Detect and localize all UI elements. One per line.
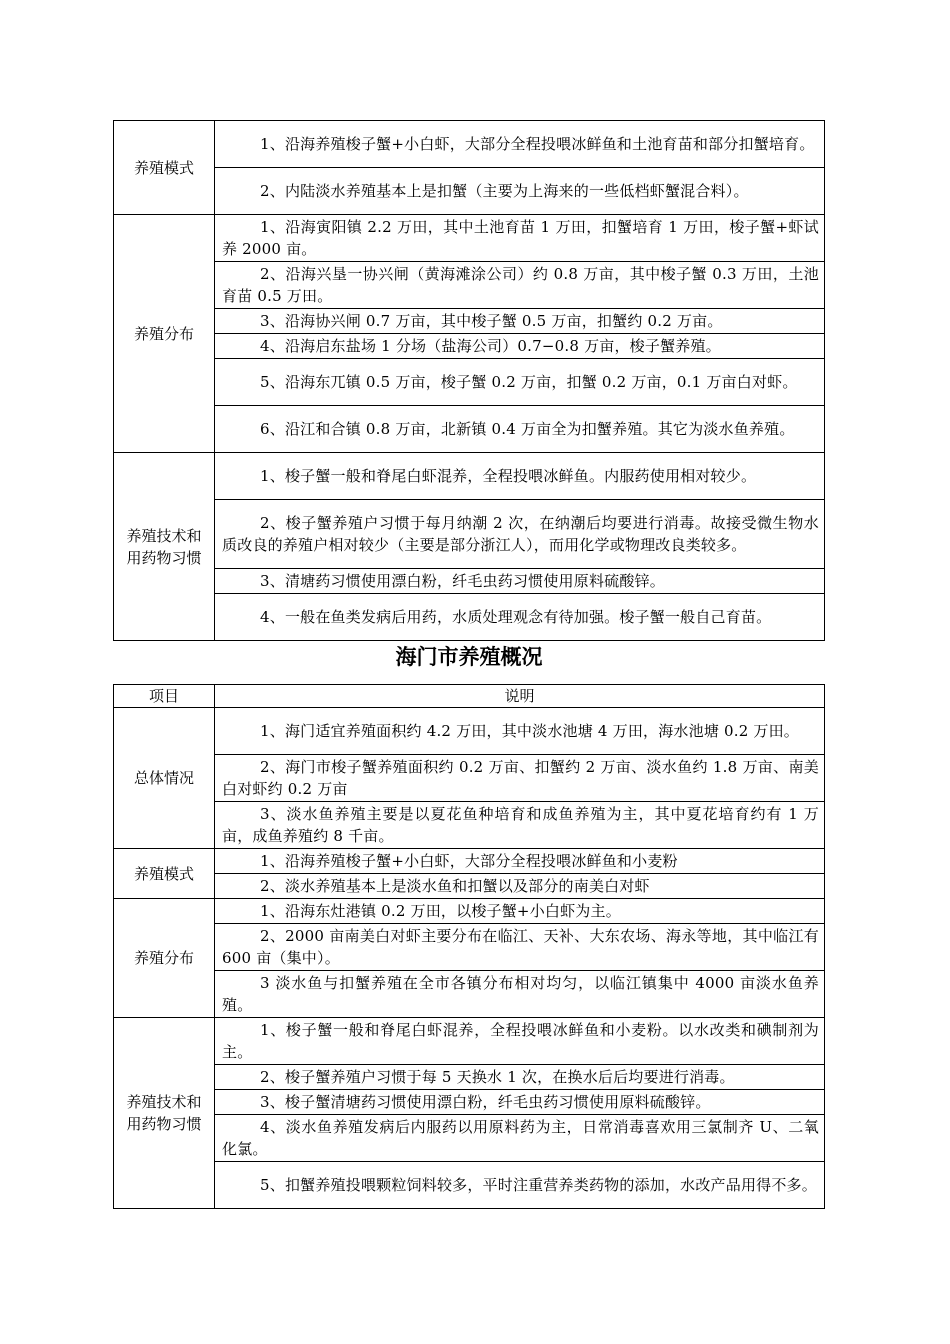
table-row [114, 168, 825, 215]
row-label-techniques-and-drug-habits: 养殖技术和用药物习惯 [114, 453, 215, 641]
table-row [114, 569, 825, 594]
table-row [114, 708, 825, 755]
table-row [114, 755, 825, 802]
table-row [114, 899, 825, 924]
table-cell: 2、海门市梭子蟹养殖面积约 0.2 万亩、扣蟹约 2 万亩、淡水鱼约 1.8 万亩、南美白对虾约 0.2 万亩 [215, 755, 825, 802]
table-cell: 2、淡水养殖基本上是淡水鱼和扣蟹以及部分的南美白对虾 [215, 874, 825, 899]
table-row [114, 406, 825, 453]
table-row [114, 874, 825, 899]
table-row [114, 121, 825, 168]
table-row [114, 1162, 825, 1209]
table-cell: 6、沿江和合镇 0.8 万亩，北新镇 0.4 万亩全为扣蟹养殖。其它为淡水鱼养殖。 [215, 406, 825, 453]
table-row [114, 802, 825, 849]
table-cell: 2、梭子蟹养殖户习惯于每月纳潮 2 次，在纳潮后均要进行消毒。故接受微生物水质改良的养殖户相对较少（主要是部分浙江人），而用化学或物理改良类较多。 [215, 500, 825, 569]
table-header-row [114, 685, 825, 708]
table-row [114, 594, 825, 641]
table-row [114, 262, 825, 309]
table-cell: 5、沿海东兀镇 0.5 万亩，梭子蟹 0.2 万亩，扣蟹 0.2 万亩，0.1 万亩白对虾。 [215, 359, 825, 406]
table-row [114, 359, 825, 406]
row-label-overview: 总体情况 [114, 708, 215, 849]
table-row [114, 453, 825, 500]
haimen-aquaculture-table [113, 684, 825, 1209]
table-cell: 2、沿海兴垦一协兴闸（黄海滩涂公司）约 0.8 万亩，其中梭子蟹 0.3 万田，土池育苗 0.5 万田。 [215, 262, 825, 309]
table-cell: 1、沿海寅阳镇 2.2 万田，其中土池育苗 1 万田，扣蟹培育 1 万田，梭子蟹+虾试养 2000 亩。 [215, 215, 825, 262]
table-cell: 4、淡水鱼养殖发病后内服药以用原料药为主，日常消毒喜欢用三氯制齐 U、二氧化氯。 [215, 1115, 825, 1162]
table-row [114, 215, 825, 262]
table-row [114, 971, 825, 1018]
section-title: 海门市养殖概况 [395, 645, 543, 669]
table-cell: 4、一般在鱼类发病后用药，水质处理观念有待加强。梭子蟹一般自己育苗。 [215, 594, 825, 641]
table-row [114, 334, 825, 359]
qidong-aquaculture-table [113, 120, 825, 641]
table-cell: 3 淡水鱼与扣蟹养殖在全市各镇分布相对均匀，以临江镇集中 4000 亩淡水鱼养殖。 [215, 971, 825, 1018]
row-label-farming-distribution: 养殖分布 [114, 899, 215, 1018]
table-cell: 2、内陆淡水养殖基本上是扣蟹（主要为上海来的一些低档虾蟹混合料）。 [215, 168, 825, 215]
table-row [114, 924, 825, 971]
table-row [114, 1115, 825, 1162]
table-cell: 1、沿海养殖梭子蟹+小白虾，大部分全程投喂冰鲜鱼和小麦粉 [215, 849, 825, 874]
table-cell: 4、沿海启东盐场 1 分场（盐海公司）0.7−0.8 万亩，梭子蟹养殖。 [215, 334, 825, 359]
table-cell: 5、扣蟹养殖投喂颗粒饲料较多，平时注重营养类药物的添加，水改产品用得不多。 [215, 1162, 825, 1209]
table-cell: 1、梭子蟹一般和脊尾白虾混养，全程投喂冰鲜鱼和小麦粉。以水改类和碘制剂为主。 [215, 1018, 825, 1065]
header-description: 说明 [215, 685, 825, 708]
header-item: 项目 [114, 685, 215, 708]
row-label-techniques-and-drug-habits: 养殖技术和用药物习惯 [114, 1018, 215, 1209]
row-label-farming-mode: 养殖模式 [114, 121, 215, 215]
table-cell: 3、淡水鱼养殖主要是以夏花鱼种培育和成鱼养殖为主，其中夏花培育约有 1 万亩，成鱼养殖约 8 千亩。 [215, 802, 825, 849]
row-label-farming-mode: 养殖模式 [114, 849, 215, 899]
row-label-farming-distribution: 养殖分布 [114, 215, 215, 453]
table-row [114, 1018, 825, 1065]
table-cell: 1、沿海东灶港镇 0.2 万田，以梭子蟹+小白虾为主。 [215, 899, 825, 924]
table-cell: 3、梭子蟹清塘药习惯使用漂白粉，纤毛虫药习惯使用原料硫酸锌。 [215, 1090, 825, 1115]
table-cell: 2、梭子蟹养殖户习惯于每 5 天换水 1 次，在换水后后均要进行消毒。 [215, 1065, 825, 1090]
table-row [114, 309, 825, 334]
table-cell: 3、清塘药习惯使用漂白粉，纤毛虫药习惯使用原料硫酸锌。 [215, 569, 825, 594]
table-cell: 1、梭子蟹一般和脊尾白虾混养，全程投喂冰鲜鱼。内服药使用相对较少。 [215, 453, 825, 500]
table-row [114, 1065, 825, 1090]
table-cell: 1、海门适宜养殖面积约 4.2 万田，其中淡水池塘 4 万田，海水池塘 0.2 万田。 [215, 708, 825, 755]
table-cell: 1、沿海养殖梭子蟹+小白虾，大部分全程投喂冰鲜鱼和土池育苗和部分扣蟹培育。 [215, 121, 825, 168]
table-row [114, 1090, 825, 1115]
table-cell: 3、沿海协兴闸 0.7 万亩，其中梭子蟹 0.5 万亩，扣蟹约 0.2 万亩。 [215, 309, 825, 334]
table-row [114, 849, 825, 874]
table-cell: 2、2000 亩南美白对虾主要分布在临江、天补、大东农场、海永等地，其中临江有 600 亩（集中）。 [215, 924, 825, 971]
table-row [114, 500, 825, 569]
